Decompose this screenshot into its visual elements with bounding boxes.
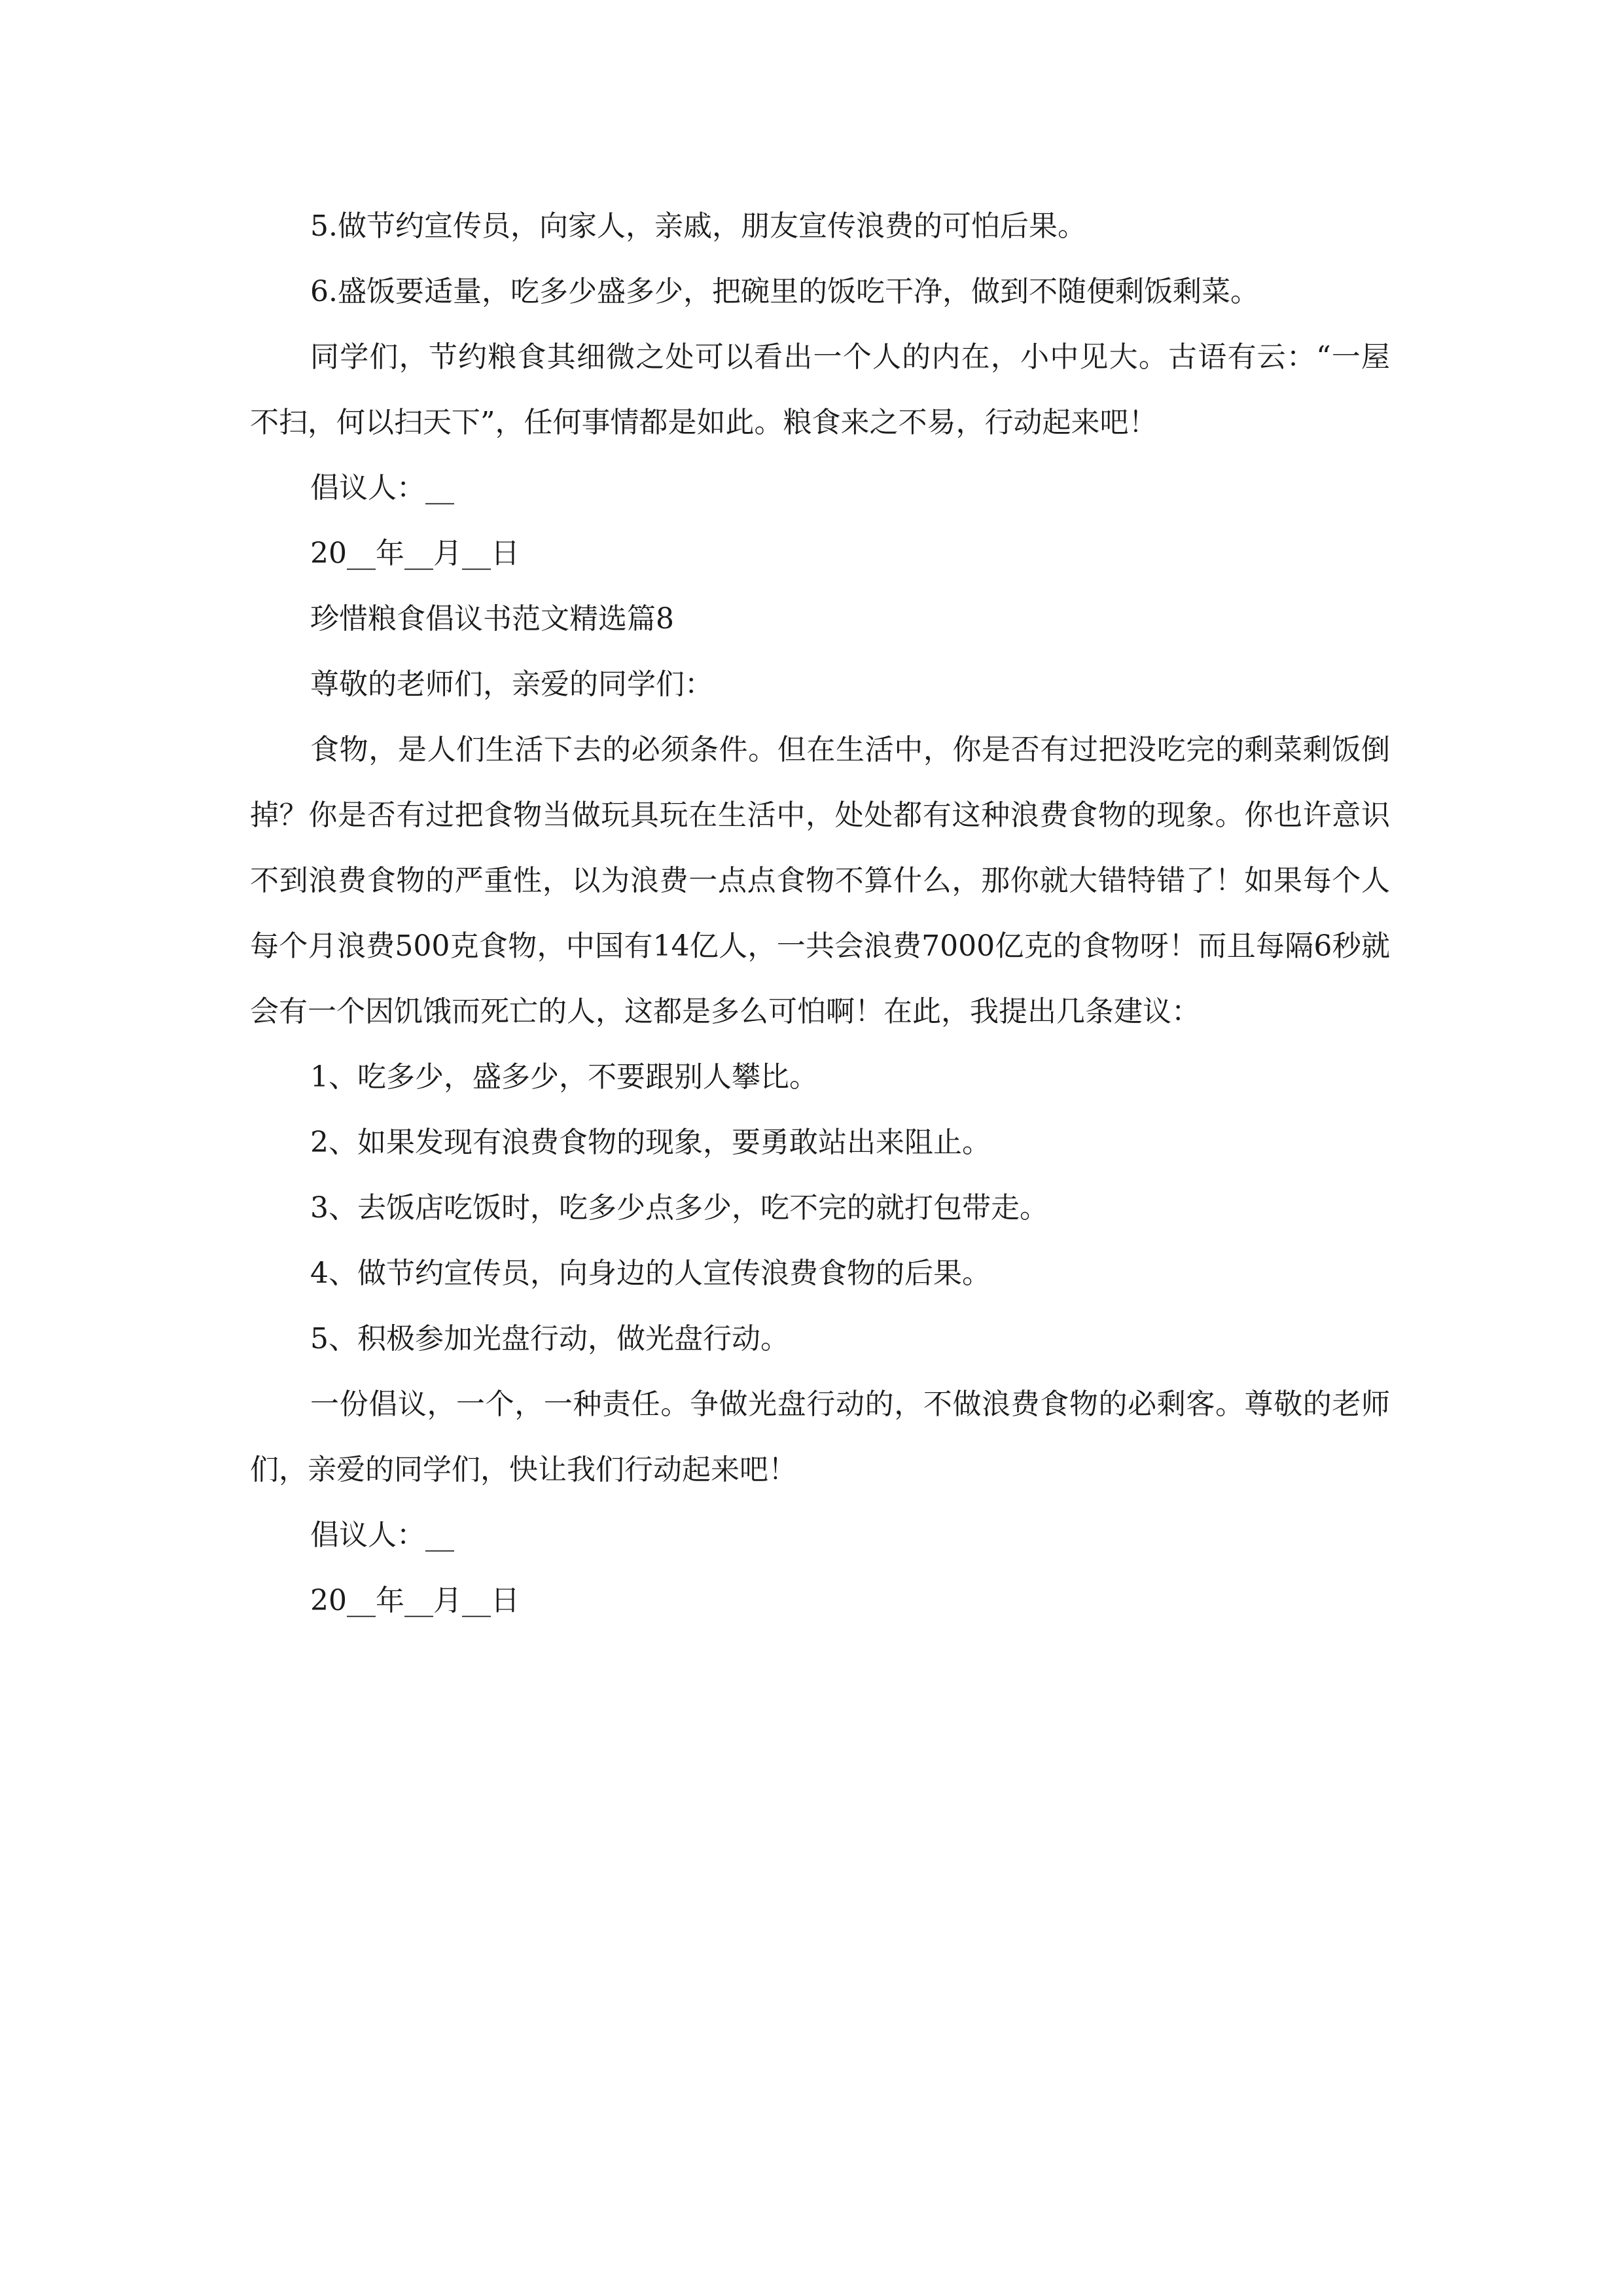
body-paragraph: 食物，是人们生活下去的必须条件。但在生活中，你是否有过把没吃完的剩菜剩饭倒掉？你是否有过把食物当做玩具玩在生活中，处处都有这种浪费食物的现象。你也许意识不到浪费食物的严重性，以为浪费一点点食物不算什么，那你就大错特错了！如果每个人每个月浪费500克食物，中国有14亿人，一共会浪费7000亿克的食物呀！而且每隔6秒就会有一个因饥饿而死亡的人，这都是多么可怕啊！在此，我提出几条建议： xyxy=(250,733,1390,1028)
list-item-5: 5、积极参加光盘行动，做光盘行动。 xyxy=(310,1322,789,1355)
list-item-6-prev: 6.盛饭要适量，吃多少盛多少，把碗里的饭吃干净，做到不随便剩饭剩菜。 xyxy=(310,275,1259,308)
signer-line-prev: 倡议人：__ xyxy=(310,471,454,505)
date-line: 20__年__月__日 xyxy=(310,1584,520,1617)
section-title: 珍惜粮食倡议书范文精选篇8 xyxy=(310,602,674,636)
document-body xyxy=(250,194,1390,1634)
closing-paragraph-prev: 同学们，节约粮食其细微之处可以看出一个人的内在，小中见大。古语有云：“一屋不扫，何以扫天下”，任何事情都是如此。粮食来之不易，行动起来吧！ xyxy=(250,340,1390,439)
list-item-1: 1、吃多少，盛多少，不要跟别人攀比。 xyxy=(310,1060,818,1094)
list-item-5-prev: 5.做节约宣传员，向家人，亲戚，朋友宣传浪费的可怕后果。 xyxy=(310,209,1086,243)
list-item-3: 3、去饭店吃饭时，吃多少点多少，吃不完的就打包带走。 xyxy=(310,1191,1048,1225)
signer-line: 倡议人：__ xyxy=(310,1518,454,1552)
date-line-prev: 20__年__月__日 xyxy=(310,537,520,570)
salutation: 尊敬的老师们，亲爱的同学们： xyxy=(310,668,713,701)
closing-paragraph: 一份倡议，一个，一种责任。争做光盘行动的，不做浪费食物的必剩客。尊敬的老师们，亲爱的同学们，快让我们行动起来吧！ xyxy=(250,1388,1390,1486)
list-item-2: 2、如果发现有浪费食物的现象，要勇敢站出来阻止。 xyxy=(310,1126,991,1159)
list-item-4: 4、做节约宣传员，向身边的人宣传浪费食物的后果。 xyxy=(310,1257,991,1290)
